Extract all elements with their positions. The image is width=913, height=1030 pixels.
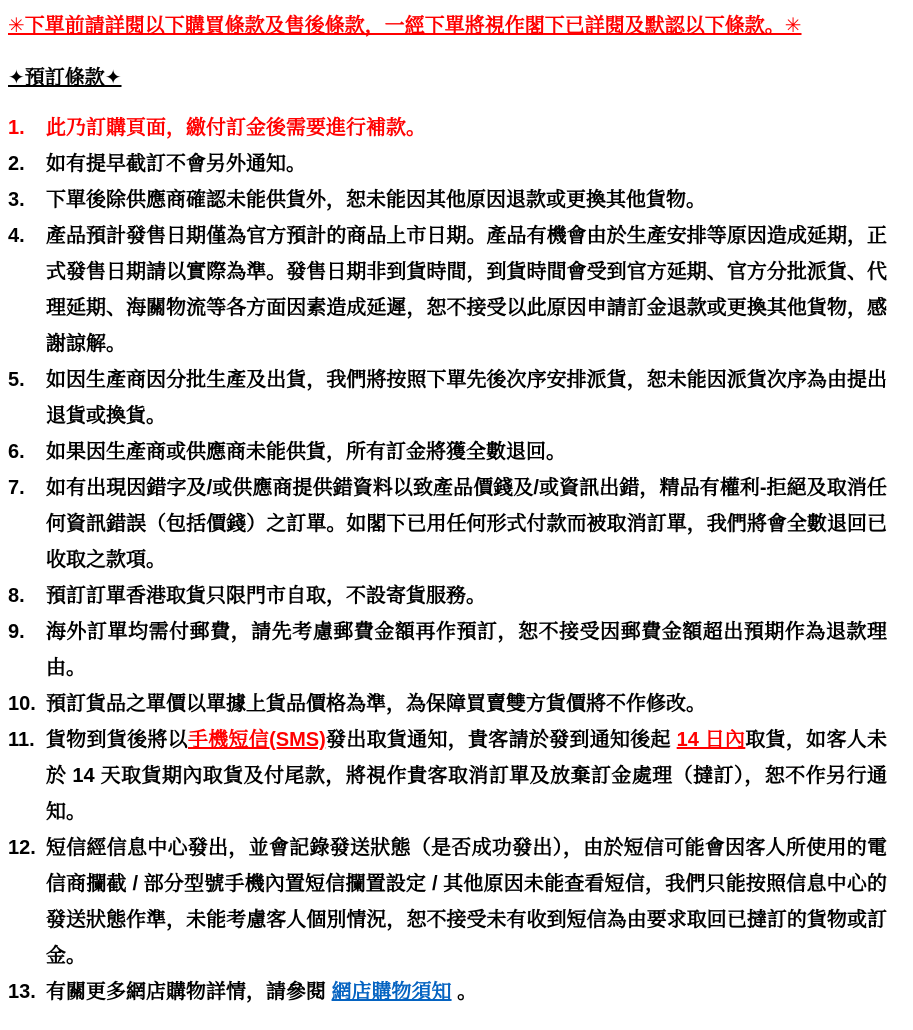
highlight-text: 手機短信(SMS) [187,729,326,751]
term-text [46,434,887,470]
text-segment: 有關更多網店購物詳情，請參閱 [46,981,332,1003]
term-number: 5. [8,369,25,391]
text-segment: 如因生產商因分批生產及出貨，我們將按照下單先後次序安排派貨，恕未能因派貨次序為由提出退貨或換貨。 [46,369,887,427]
text-segment: 。 [451,981,478,1003]
term-item-12 [8,830,887,974]
term-text [46,146,887,182]
text-segment: 下單後除供應商確認未能供貨外，恕未能因其他原因退款或更換其他貨物。 [46,189,706,211]
term-number: 2. [8,153,25,175]
text-segment: 預訂訂單香港取貨只限門市自取，不設寄貨服務。 [46,585,486,607]
term-item-9 [8,614,887,686]
term-text [46,974,887,1010]
text-segment: 如果因生產商或供應商未能供貨，所有訂金將獲全數退回。 [46,441,566,463]
term-number: 1. [8,117,25,139]
text-segment: 預訂貨品之單價以單據上貨品價格為準，為保障買賣雙方貨價將不作修改。 [46,693,706,715]
text-segment: 短信經信息中心發出，並會記錄發送狀態（是否成功發出），由於短信可能會因客人所使用的電信商攔截 / 部分型號手機內置短信攔置設定 / 其他原因未能查看短信，我們只能按照信息中心的發送狀態作準，未能考慮客人個別情況，恕不接受未有收到短信為由要求取回已撻訂的貨物或訂金。 [46,837,887,967]
term-item-8 [8,578,887,614]
term-text [46,110,887,146]
text-segment: 如有提早截訂不會另外通知。 [46,153,306,175]
term-number: 7. [8,477,25,499]
term-text [46,578,887,614]
term-text [46,182,887,218]
terms-list [8,110,887,1010]
term-text [46,722,887,830]
term-number: 6. [8,441,25,463]
term-number: 4. [8,225,25,247]
page-title: ✳下單前請詳閱以下購買條款及售後條款，一經下單將視作閣下已詳閱及默認以下條款。✳ [8,15,802,37]
highlight-text: 14 日內 [676,729,746,751]
term-number: 12. [8,837,36,859]
term-text [46,614,887,686]
text-segment: 貨物到貨後將以 [46,729,188,751]
term-item-13 [8,974,887,1010]
term-text [46,830,887,974]
term-number: 9. [8,621,25,643]
section-header-preorder-terms: ✦預訂條款✦ [8,67,122,89]
term-text [46,686,887,722]
term-item-4 [8,218,887,362]
term-item-5 [8,362,887,434]
term-number: 3. [8,189,25,211]
term-item-1 [8,110,887,146]
text-segment: 此乃訂購頁面，繳付訂金後需要進行補款。 [46,117,426,139]
term-item-3 [8,182,887,218]
term-text [46,470,887,578]
text-segment: 取貨，如客人未於 14 天取貨期內取貨及付尾款，將視作貴客取消訂單及放棄訂金處理（撻訂），恕不作另行通知。 [46,729,888,823]
term-number: 10. [8,693,36,715]
text-segment: 海外訂單均需付郵費，請先考慮郵費金額再作預訂，恕不接受因郵費金額超出預期作為退款理由。 [46,621,887,679]
term-item-11 [8,722,887,830]
term-number: 13. [8,981,36,1003]
term-item-7 [8,470,887,578]
text-segment: 如有出現因錯字及/或供應商提供錯資料以致產品價錢及/或資訊出錯，精品有權利-拒絕及取消任何資訊錯誤（包括價錢）之訂單。如閣下已用任何形式付款而被取消訂單，我們將會全數退回已收取之款項。 [46,477,887,571]
shop-guide-link[interactable]: 網店購物須知 [331,981,452,1003]
term-item-2 [8,146,887,182]
term-number: 11. [8,729,35,751]
term-item-10 [8,686,887,722]
term-item-6 [8,434,887,470]
term-number: 8. [8,585,25,607]
text-segment: 發出取貨通知，貴客請於發到通知後起 [325,729,677,751]
term-text [46,218,887,362]
text-segment: 產品預計發售日期僅為官方預計的商品上市日期。產品有機會由於生產安排等原因造成延期，正式發售日期請以實際為準。發售日期非到貨時間，到貨時間會受到官方延期、官方分批派貨、代理延期、海關物流等各方面因素造成延遲，恕不接受以此原因申請訂金退款或更換其他貨物，感謝諒解。 [46,225,887,355]
term-text [46,362,887,434]
